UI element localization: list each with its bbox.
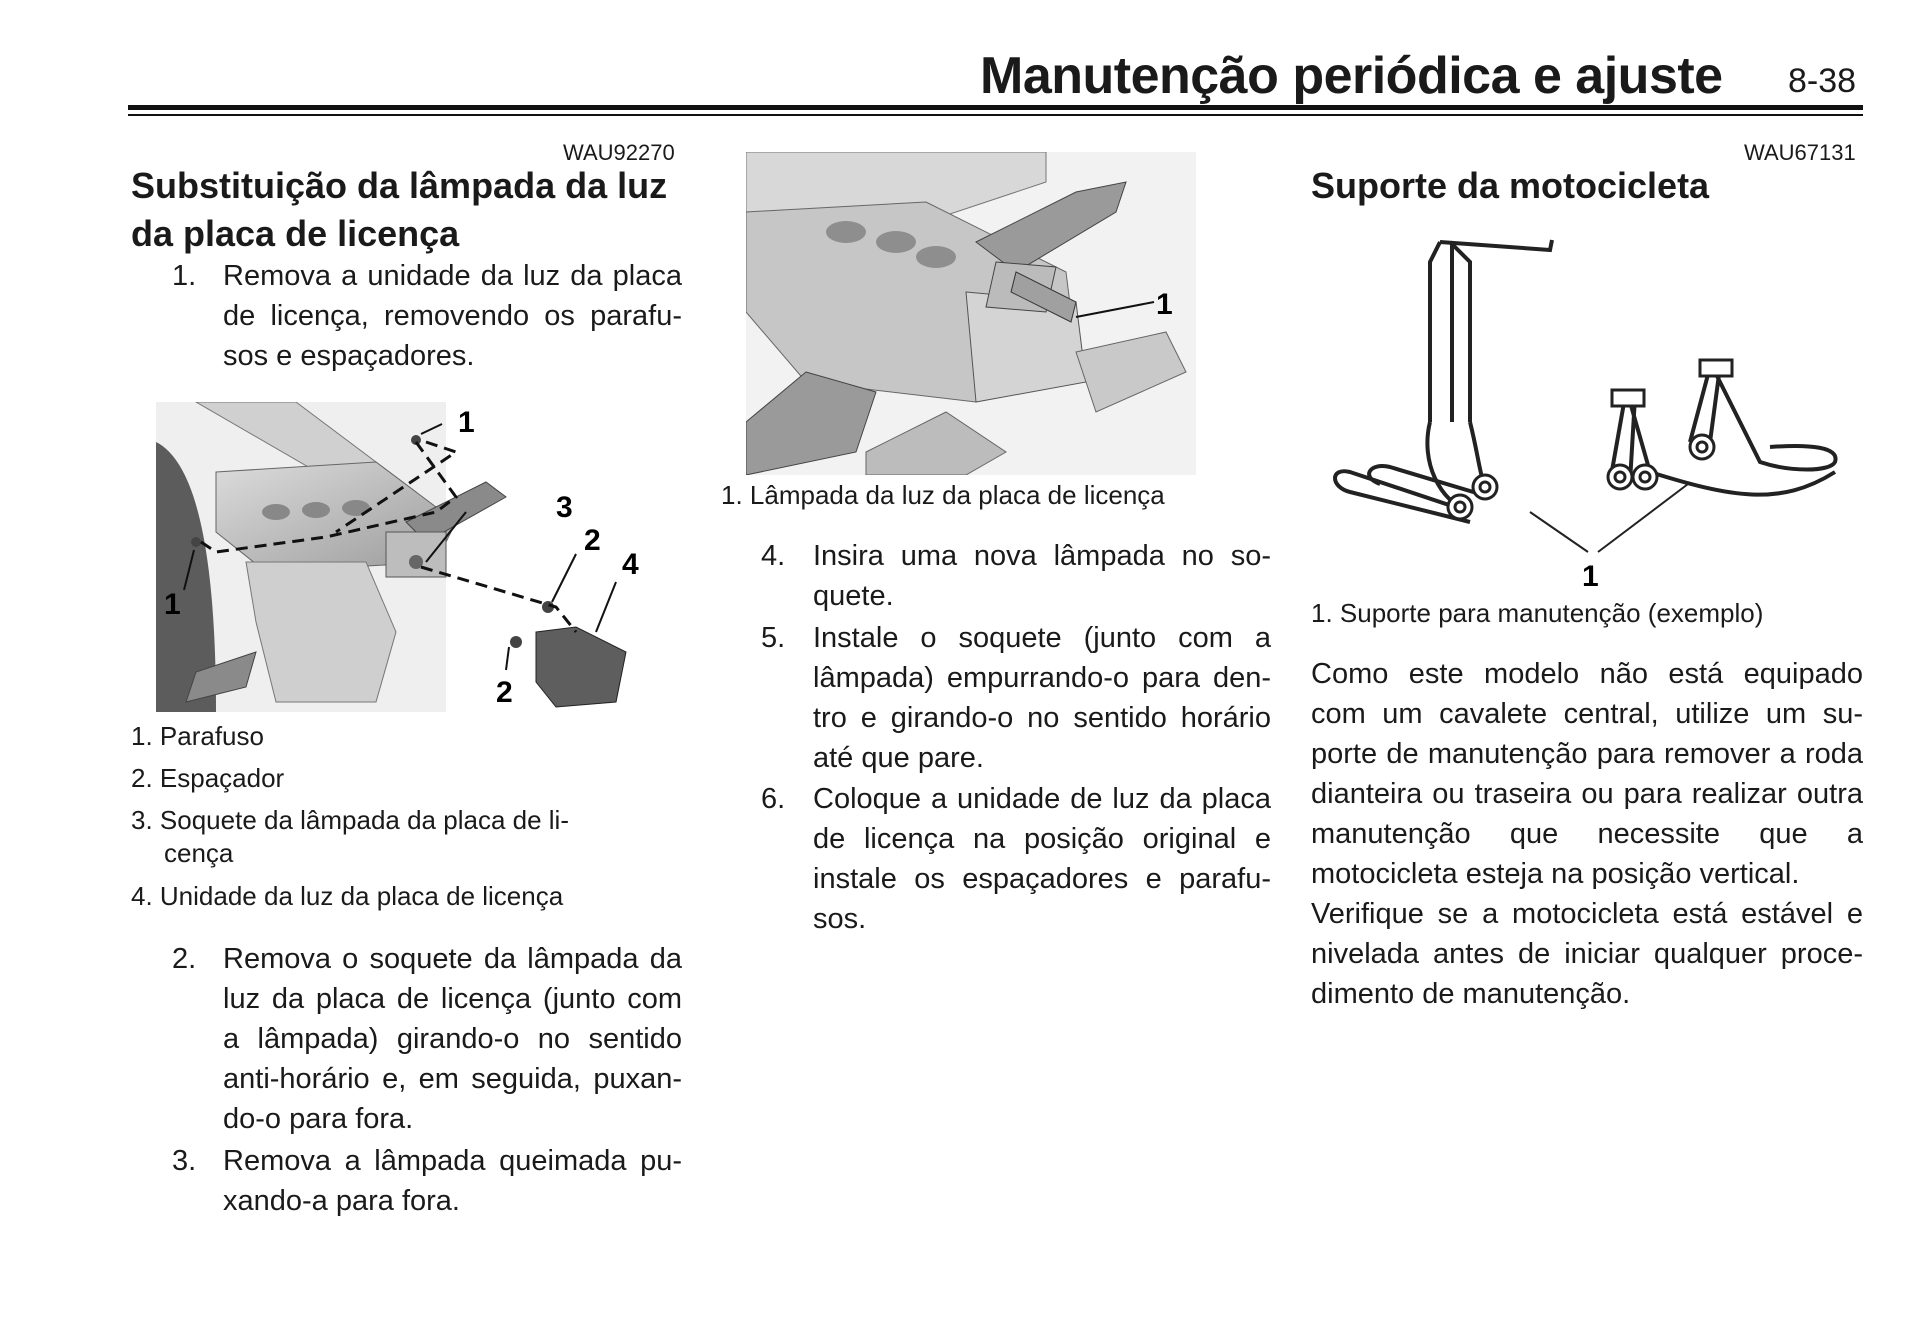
step-text: Remova a lâmpada queimada pu- xando-a para fora. <box>223 1145 682 1217</box>
step-4 <box>761 536 1271 616</box>
section-code: WAU67131 <box>1744 140 1856 165</box>
step-number: 6. <box>761 783 786 815</box>
legend-item: 2. Espaçador <box>131 763 285 793</box>
section-heading <box>131 162 691 258</box>
diagram-callout: 1 <box>1582 560 1599 592</box>
step-text: Remova a unidade da luz da placa de licença, removendo os parafu- sos e espaçadores. <box>223 260 682 372</box>
diagram-callout: 3 <box>556 491 573 524</box>
diagram-callout: 1 <box>458 406 475 439</box>
license-light-diagram <box>156 402 656 712</box>
step-5 <box>761 618 1271 778</box>
step-text: Insira uma nova lâmpada no so- quete. <box>813 540 1271 612</box>
step-number: 4. <box>761 540 786 572</box>
diagram-callout: 1 <box>164 588 181 621</box>
stand-paragraph: Verifique se a motocicleta está estável e nivelada antes de iniciar qualquer proce- dimento de manutenção. <box>1311 898 1863 1010</box>
diagram-callout: 2 <box>496 676 513 709</box>
step-number: 5. <box>761 622 786 654</box>
legend-item: 3. Soquete da lâmpada da placa de li- <box>131 805 569 835</box>
maintenance-stand-illustration <box>1330 222 1850 592</box>
license-light-illustration <box>156 402 656 712</box>
step-text: Coloque a unidade de luz da placa de licença na posição original e instale os espaçadores e parafu- sos. <box>813 783 1271 935</box>
step-text: Instale o soquete (junto com a lâmpada) empurrando-o para den- tro e girando-o no sentido horário até que pare. <box>813 622 1271 774</box>
figure-caption: 1. Lâmpada da luz da placa de licença <box>721 480 1165 510</box>
step-3 <box>172 1141 682 1221</box>
step-2 <box>172 939 682 1139</box>
legend-item: 1. Parafuso <box>131 721 264 751</box>
legend-item: cença <box>164 838 234 868</box>
figure-caption: 1. Suporte para manutenção (exemplo) <box>1311 598 1764 628</box>
page-title: Manutenção periódica e ajuste <box>980 47 1723 105</box>
diagram-callout: 1 <box>1156 288 1173 321</box>
license-bulb-diagram <box>746 152 1196 475</box>
step-number: 3. <box>172 1145 197 1177</box>
step-1 <box>172 256 682 376</box>
page-number: 8-38 <box>1788 62 1857 100</box>
section-code: WAU92270 <box>563 140 675 165</box>
section-heading-line: Substituição da lâmpada da luz <box>131 165 668 206</box>
stand-paragraph: Como este modelo não está equipado com um cavalete central, utilize um su- porte de manutenção para remover a roda dianteira ou traseira ou para realizar outra manutenção que necessite que a motocicleta esteja na posição vertical. <box>1311 658 1863 890</box>
header-rule <box>128 105 1863 110</box>
motorcycle-stand-diagram <box>1330 222 1850 592</box>
section-heading-line: da placa de licença <box>131 213 460 254</box>
step-6 <box>761 779 1271 939</box>
section-heading: Suporte da motocicleta <box>1311 165 1710 206</box>
diagram-callout: 2 <box>584 524 601 557</box>
header-rule-thin <box>128 114 1863 116</box>
legend-item: 4. Unidade da luz da placa de licença <box>131 881 564 911</box>
step-number: 1. <box>172 260 197 292</box>
step-text: Remova o soquete da lâmpada da luz da placa de licença (junto com a lâmpada) girando-o no sentido anti-horário e, em seguida, puxan- do-o para fora. <box>223 943 682 1135</box>
diagram-callout: 4 <box>622 548 639 581</box>
step-number: 2. <box>172 943 197 975</box>
license-bulb-illustration <box>746 152 1196 475</box>
